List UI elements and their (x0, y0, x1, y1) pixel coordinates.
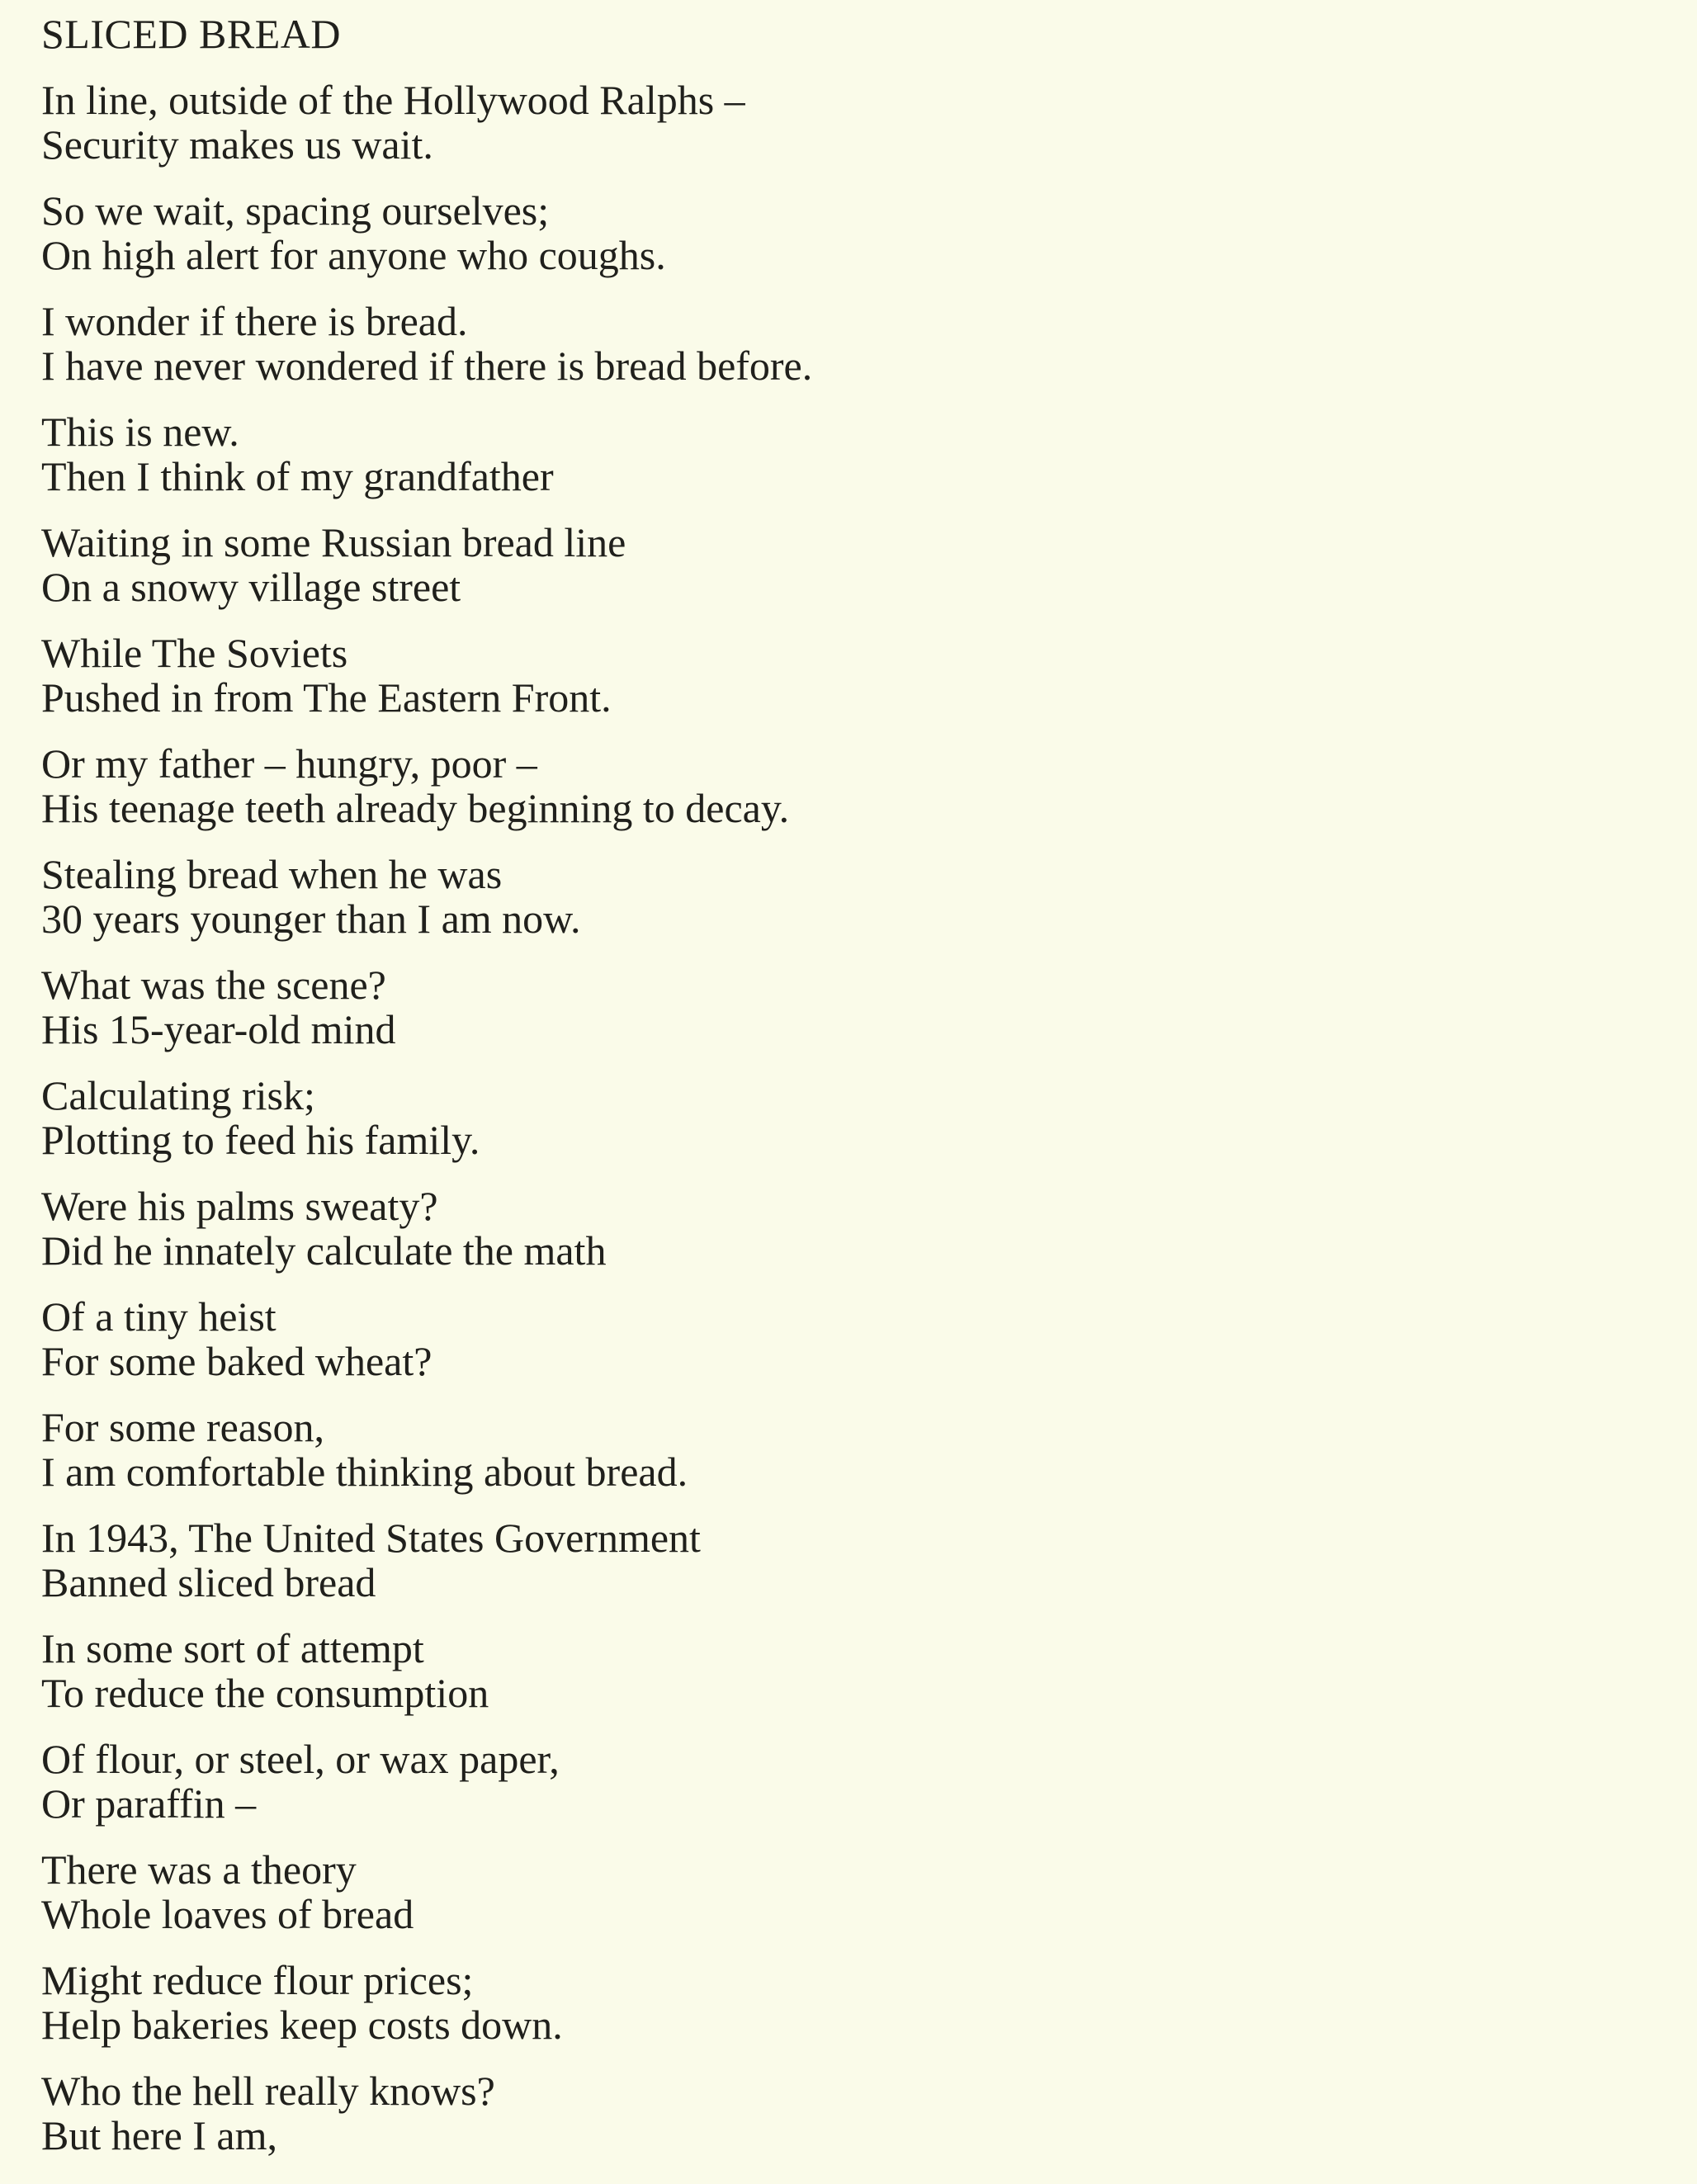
poem-line: I have never wondered if there is bread before. (41, 343, 813, 389)
poem-line: What was the scene? (41, 962, 386, 1008)
poem-line: Plotting to feed his family. (41, 1117, 480, 1163)
poem-line: There was a theory (41, 1846, 357, 1893)
poem-line: This is new. (41, 409, 239, 455)
poem-line: Of a tiny heist (41, 1293, 277, 1340)
poem-stanza (41, 1737, 1647, 1826)
poem-title: SLICED BREAD (41, 11, 341, 57)
poem-line: To reduce the consumption (41, 1670, 489, 1716)
poem-line: In 1943, The United States Government (41, 1515, 701, 1561)
poem-line: Security makes us wait. (41, 121, 433, 168)
poem-line: Of flour, or steel, or wax paper, (41, 1736, 560, 1782)
poem-line: Were his palms sweaty? (41, 1183, 438, 1229)
poem-stanza (41, 1847, 1647, 1936)
poem-stanza (41, 1405, 1647, 1494)
poem-stanza (41, 1958, 1647, 2047)
poem-line: But here I am, (41, 2112, 278, 2158)
poem-line: Calculating risk; (41, 1072, 315, 1118)
poem-stanza (41, 1294, 1647, 1383)
poem-line: His teenage teeth already beginning to decay. (41, 785, 790, 831)
poem-line: Or paraffin – (41, 1780, 257, 1827)
poem-stanza (41, 1184, 1647, 1273)
poem-line: Might reduce flour prices; (41, 1957, 474, 2003)
poem-stanza (41, 409, 1647, 499)
poem-line: I wonder if there is bread. (41, 298, 468, 344)
poem-stanza (41, 78, 1647, 167)
poem-line: On high alert for anyone who coughs. (41, 232, 666, 278)
poem-line: Waiting in some Russian bread line (41, 519, 626, 565)
poem-stanza (41, 188, 1647, 277)
poem-line: In line, outside of the Hollywood Ralphs – (41, 77, 745, 123)
poem-line: Whole loaves of bread (41, 1891, 414, 1937)
poem-line: Who the hell really knows? (41, 2068, 495, 2114)
poem-line: Or my father – hungry, poor – (41, 740, 537, 787)
poem-line: For some reason, (41, 1404, 324, 1450)
poem-line: Banned sliced bread (41, 1559, 376, 1605)
poem-stanza (41, 631, 1647, 720)
poem-line: On a snowy village street (41, 564, 461, 610)
poem-line: 30 years younger than I am now. (41, 896, 581, 942)
poem-stanza (41, 1073, 1647, 1162)
poem-line: In some sort of attempt (41, 1625, 424, 1671)
poem-stanza (41, 741, 1647, 830)
poem-line: His 15-year-old mind (41, 1006, 396, 1052)
poem-stanza (41, 520, 1647, 609)
poem-stanza (41, 1626, 1647, 1715)
poem-line: Stealing bread when he was (41, 851, 503, 897)
poem-line: While The Soviets (41, 630, 348, 676)
poem-stanza (41, 1515, 1647, 1605)
poem-stanza (41, 852, 1647, 941)
poem-line: For some baked wheat? (41, 1338, 433, 1384)
poem-line: Pushed in from The Eastern Front. (41, 674, 612, 721)
poem-line: Help bakeries keep costs down. (41, 2002, 563, 2048)
poem-line: Did he innately calculate the math (41, 1227, 607, 1274)
poem-line: Then I think of my grandfather (41, 453, 554, 499)
poem-stanza (41, 2068, 1647, 2158)
poem-stanza (41, 299, 1647, 388)
poem-stanza (41, 962, 1647, 1052)
poem-line: I am comfortable thinking about bread. (41, 1449, 688, 1495)
poem-line: So we wait, spacing ourselves; (41, 187, 550, 234)
